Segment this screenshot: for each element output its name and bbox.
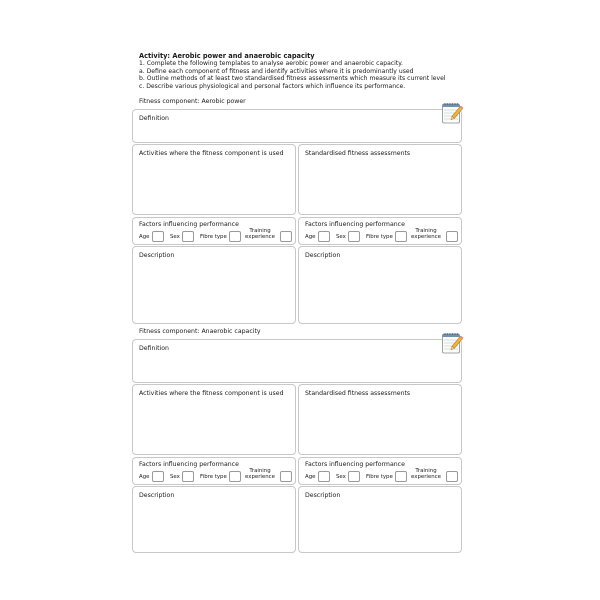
activities-label: Activities where the fitness component is used <box>139 390 284 397</box>
activities-label: Activities where the fitness component is used <box>139 150 284 157</box>
factor-training-experience-label: Training experience <box>245 228 275 240</box>
activities-field[interactable] <box>132 384 296 455</box>
factor-fibre-type-label: Fibre type <box>366 474 393 480</box>
factor-checkbox-row <box>139 468 299 484</box>
definition-field[interactable] <box>132 339 462 383</box>
factors-panel <box>132 457 296 485</box>
activities-field[interactable] <box>132 144 296 215</box>
definition-label: Definition <box>139 345 169 352</box>
factor-training-experience-checkbox[interactable] <box>446 471 458 482</box>
instruction-line: a. Define each component of fitness and identify activities where it is predominantly used <box>139 67 414 75</box>
factor-fibre-type-checkbox[interactable] <box>229 231 241 242</box>
factor-checkbox-row <box>305 468 465 484</box>
instruction-line: c. Describe various physiological and personal factors which influence its performance. <box>139 82 406 90</box>
assessments-label: Standardised fitness assessments <box>305 150 411 157</box>
description-label: Description <box>139 492 175 499</box>
factor-sex-label: Sex <box>170 234 180 240</box>
activity-title: Activity: Aerobic power and anaerobic capacity <box>139 52 315 60</box>
factor-training-experience-checkbox[interactable] <box>446 231 458 242</box>
factor-sex-checkbox[interactable] <box>182 231 194 242</box>
factor-age-checkbox[interactable] <box>318 231 330 242</box>
factor-fibre-type-checkbox[interactable] <box>395 231 407 242</box>
factors-panel <box>298 457 462 485</box>
factor-training-experience-label: Training experience <box>411 468 441 480</box>
instruction-line: 1. Complete the following templates to analyse aerobic power and anaerobic capacity. <box>139 60 403 67</box>
factor-sex-label: Sex <box>170 474 180 480</box>
factor-fibre-type-checkbox[interactable] <box>229 471 241 482</box>
factor-age-label: Age <box>305 234 316 240</box>
description-field[interactable] <box>298 246 462 324</box>
factor-training-experience-label: Training experience <box>411 228 441 240</box>
factor-sex-checkbox[interactable] <box>348 471 360 482</box>
notepad-pencil-icon <box>440 101 464 125</box>
definition-field[interactable] <box>132 109 462 143</box>
factor-age-checkbox[interactable] <box>152 231 164 242</box>
factor-age-checkbox[interactable] <box>152 471 164 482</box>
activity-instructions <box>139 52 469 90</box>
factor-training-experience-checkbox[interactable] <box>280 231 292 242</box>
factor-age-label: Age <box>139 474 150 480</box>
factor-fibre-type-label: Fibre type <box>200 474 227 480</box>
assessments-label: Standardised fitness assessments <box>305 390 411 397</box>
factors-label: Factors influencing performance <box>139 221 239 228</box>
fitness-component-label: Fitness component: Aerobic power <box>139 98 246 105</box>
factor-sex-checkbox[interactable] <box>348 231 360 242</box>
factors-panel <box>298 217 462 245</box>
factors-panel <box>132 217 296 245</box>
notepad-pencil-icon <box>440 331 464 355</box>
factor-checkbox-row <box>139 228 299 244</box>
factor-age-checkbox[interactable] <box>318 471 330 482</box>
instruction-line: b. Outline methods of at least two standardised fitness assessments which measure its current level <box>139 75 446 83</box>
factor-age-label: Age <box>305 474 316 480</box>
factors-label: Factors influencing performance <box>305 221 405 228</box>
assessments-field[interactable] <box>298 144 462 215</box>
factor-sex-label: Sex <box>336 474 346 480</box>
factor-fibre-type-label: Fibre type <box>200 234 227 240</box>
factor-age-label: Age <box>139 234 150 240</box>
definition-label: Definition <box>139 115 169 122</box>
assessments-field[interactable] <box>298 384 462 455</box>
factor-sex-checkbox[interactable] <box>182 471 194 482</box>
description-label: Description <box>305 252 341 259</box>
description-label: Description <box>305 492 341 499</box>
factor-training-experience-checkbox[interactable] <box>280 471 292 482</box>
description-field[interactable] <box>298 486 462 553</box>
factors-label: Factors influencing performance <box>139 461 239 468</box>
factor-checkbox-row <box>305 228 465 244</box>
factor-training-experience-label: Training experience <box>245 468 275 480</box>
factor-sex-label: Sex <box>336 234 346 240</box>
factors-label: Factors influencing performance <box>305 461 405 468</box>
fitness-component-label: Fitness component: Anaerobic capacity <box>139 328 261 335</box>
description-label: Description <box>139 252 175 259</box>
factor-fibre-type-checkbox[interactable] <box>395 471 407 482</box>
factor-fibre-type-label: Fibre type <box>366 234 393 240</box>
description-field[interactable] <box>132 246 296 324</box>
description-field[interactable] <box>132 486 296 553</box>
